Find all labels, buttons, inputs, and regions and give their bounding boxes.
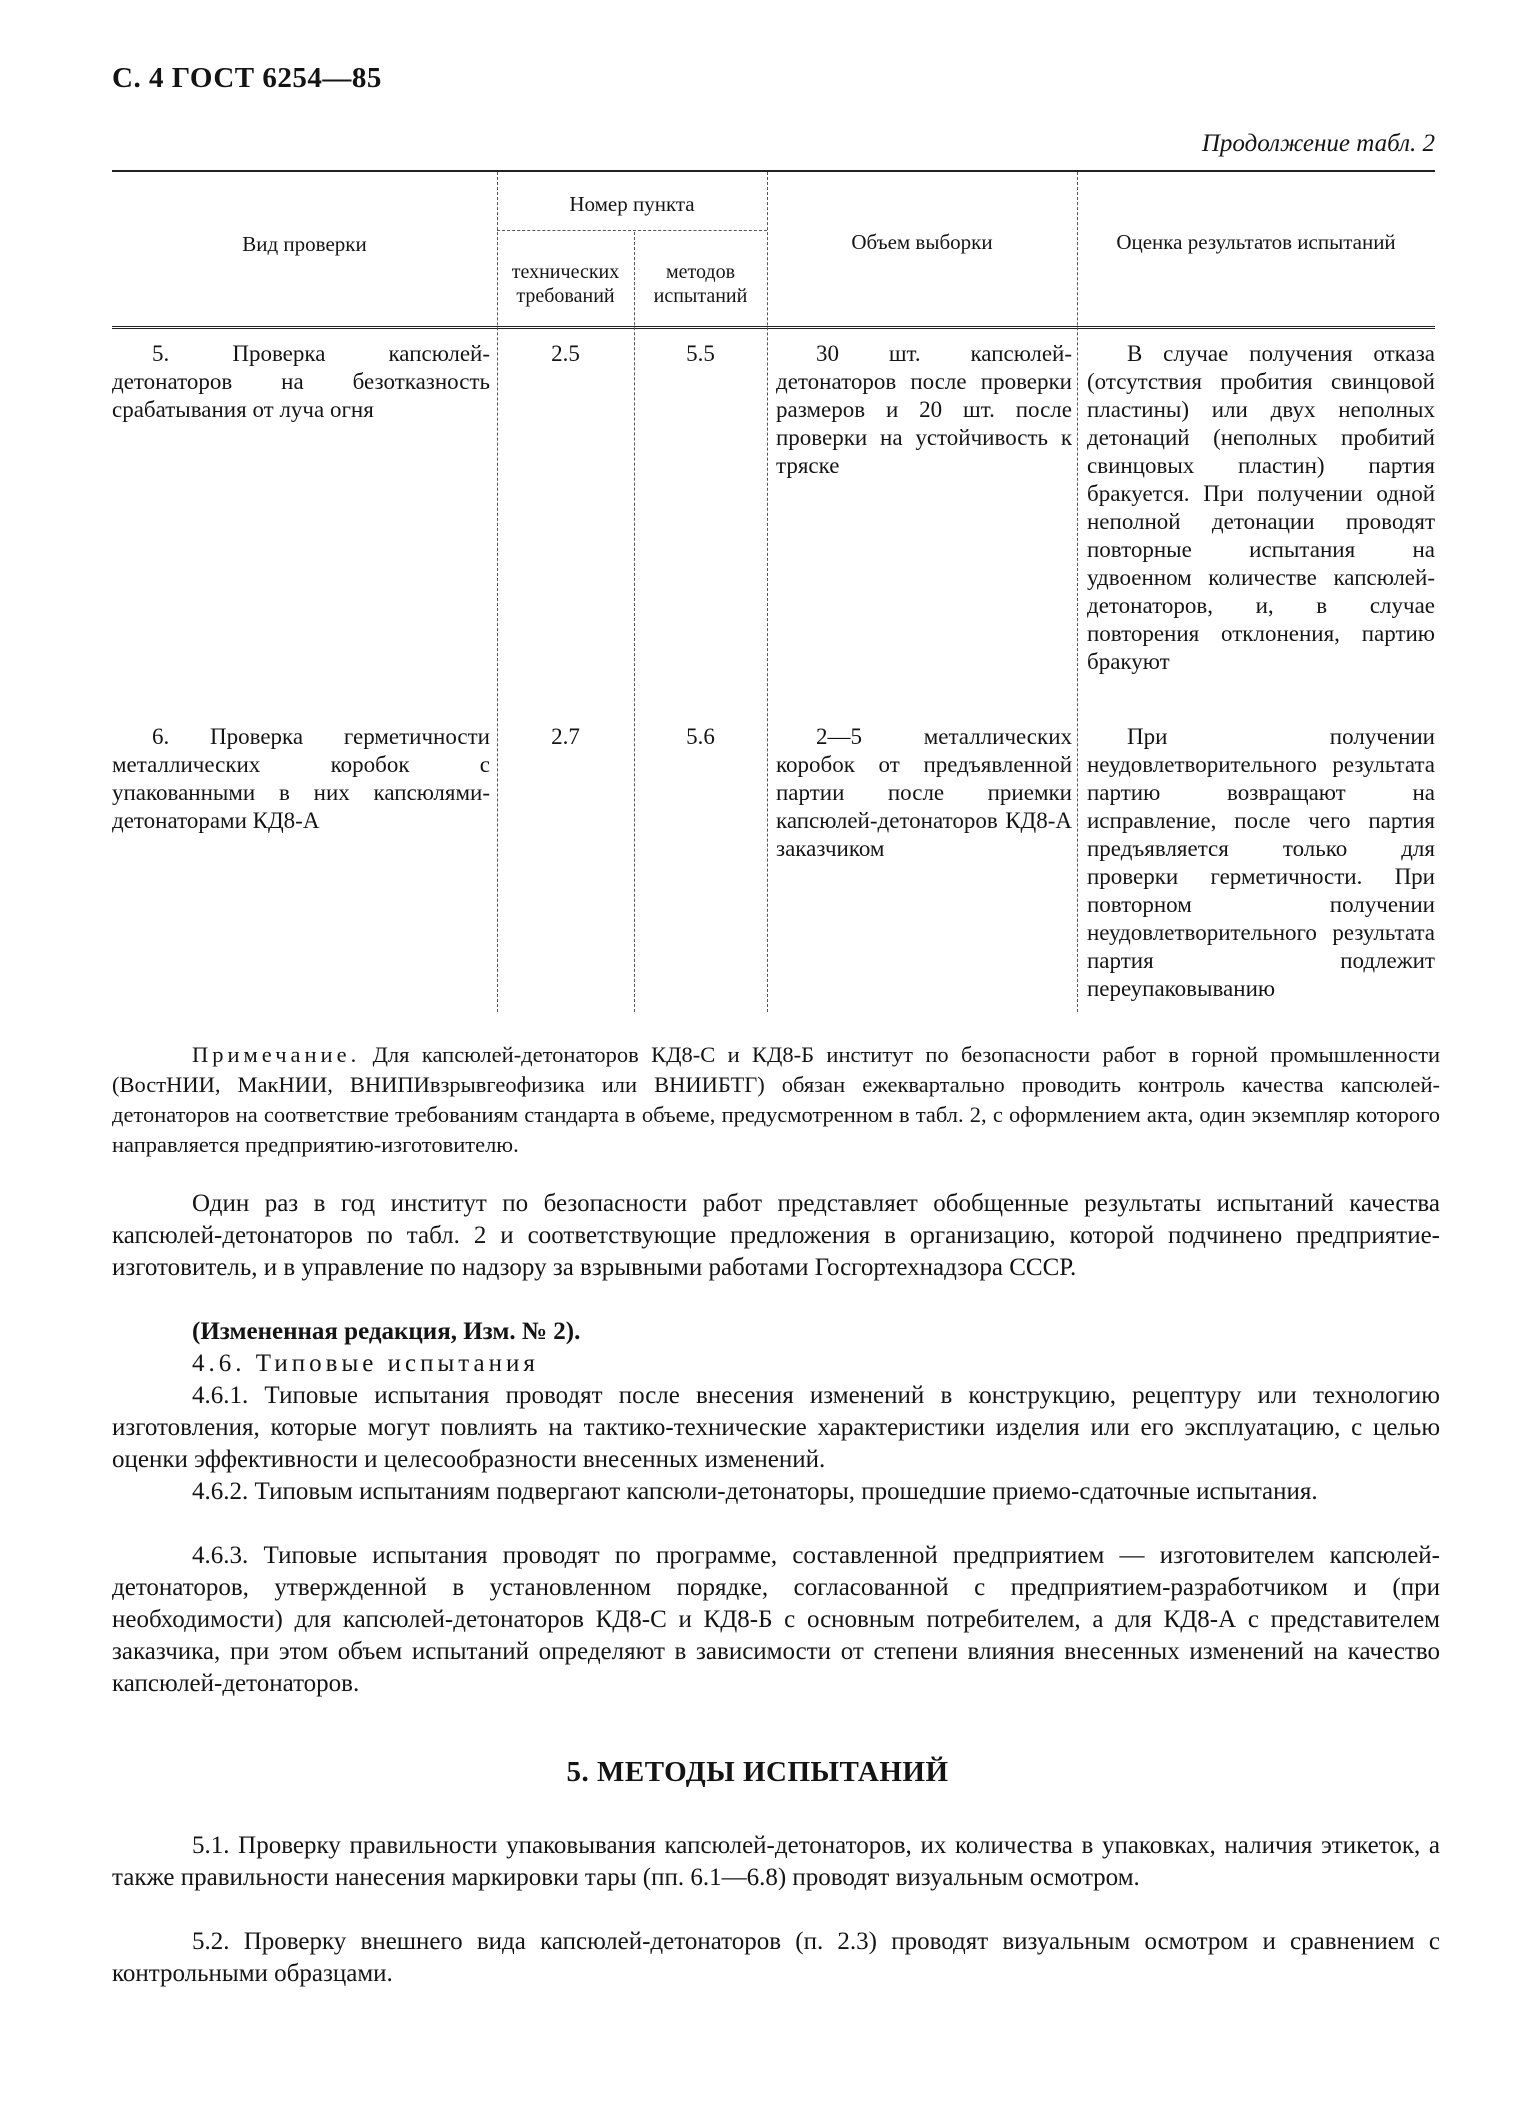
col-divider-3 — [767, 172, 768, 1012]
amended-note: (Измененная редакция, Изм. № 2). — [192, 1318, 581, 1345]
header-item-number: Номер пункта — [569, 192, 695, 216]
table-row-2-method: 5.6 — [686, 724, 715, 749]
table-header-rule — [112, 326, 1435, 329]
page-header: С. 4 ГОСТ 6254—85 — [112, 62, 382, 94]
table-row-2-sample: 2—5 металлических коробок от предъявленной партии после приемки капсюлей-детонаторов КД8-А заказчиком — [776, 724, 1072, 861]
table-row-1-evaluation: В случае получения отказа (отсутствия пробития свинцовой пластины) или двух неполных детонаций (неполных пробитий свинцовых пластин) партия бракуется. При получении одной неполной детонации проводят повторные испытания на удвоенном количестве капсюлей-детонаторов, и, в случае повторения отклонения, партию бракуют — [1087, 341, 1435, 674]
table-row-1-tech: 2.5 — [551, 341, 580, 366]
paragraph-5-2: 5.2. Проверку внешнего вида капсюлей-детонаторов (п. 2.3) проводят визуальным осмотром и сравнением с контрольными образцами. — [112, 1928, 1440, 1987]
paragraph-4-6-3: 4.6.3. Типовые испытания проводят по программе, составленной предприятием — изготовителем капсюлей-детонаторов, утвержденной в установленном порядке, согласованной с предприятием-разработчиком и (при необходимости) для капсюлей-детонаторов КД8-С и КД8-Б с основным потребителем, а для КД8-А с представителем заказчика, при этом объем испытаний определяют в зависимости от степени влияния внесенных изменений на качество капсюлей-детонаторов. — [112, 1542, 1440, 1697]
header-tech-req: технических требований — [511, 261, 620, 307]
test-table — [112, 168, 1435, 1013]
paragraph-5-1: 5.1. Проверку правильности упаковывания капсюлей-детонаторов, их количества в упаковках, наличия этикеток, а также правильности нанесения маркировки тары (пп. 6.1—6.8) проводят визуальным осмотром. — [112, 1832, 1440, 1891]
paragraph-4-6-1: 4.6.1. Типовые испытания проводят после внесения изменений в конструкцию, рецептуру или технологию изготовления, которые могут повлиять на тактико-технические характеристики изделия или его эксплуатацию, с целью оценки эффективности и целесообразности внесенных изменений. — [112, 1382, 1440, 1473]
table-row-2-tech: 2.7 — [551, 724, 580, 749]
header-evaluation: Оценка результатов испытаний — [1116, 230, 1396, 254]
table-row-2-evaluation: При получении неудовлетворительного результата партию возвращают на исправление, после чего партия предъявляется только для проверки герметичности. При повторном получении неудовлетворительного результата партия подлежит переупаковыванию — [1087, 724, 1435, 1001]
paragraph-annual-report: Один раз в год институт по безопасности работ представляет обобщенные результаты испытаний качества капсюлей-детонаторов по табл. 2 и соответствующие предложения в организацию, которой подчинено предприятие-изготовитель, и в управление по надзору за взрывными работами Госгортехнадзора СССР. — [112, 1190, 1440, 1281]
note-text: Для капсюлей-детонаторов КД8-С и КД8-Б институт по безопасности работ в горной промышленности (ВостНИИ, МакНИИ, ВНИПИвзрывгеофизика или ВНИИБТГ) обязан ежеквартально проводить контроль качества капсюлей-детонаторов на соответствие требованиям стандарта в объеме, предусмотренном в табл. 2, с оформлением акта, один экземпляр которого направляется предприятию-изготовителю. — [112, 1042, 1440, 1157]
table-row-1-check: 5. Проверка капсюлей-детонаторов на безотказность срабатывания от луча огня — [112, 341, 490, 422]
table-row-2-check: 6. Проверка герметичности металлических коробок с упакованными в них капсюлями-детонаторами КД8-А — [112, 724, 490, 833]
table-top-rule — [112, 170, 1435, 172]
header-test-methods: методов испытаний — [653, 261, 748, 307]
table-row-1-sample: 30 шт. капсюлей-детонаторов после проверки размеров и 20 шт. после проверки на устойчивость к тряске — [776, 341, 1072, 478]
table-continuation-label: Продолжение табл. 2 — [1201, 130, 1435, 157]
col-divider-4 — [1077, 172, 1078, 1012]
table-note — [112, 1040, 1440, 1160]
subheader-rule — [497, 230, 767, 231]
header-check-type: Вид проверки — [242, 232, 367, 256]
subsection-4-6-title: 4.6. Типовые испытания — [192, 1350, 539, 1377]
header-sample: Объем выборки — [851, 230, 993, 254]
section-5-title: 5. МЕТОДЫ ИСПЫТАНИЙ — [566, 1756, 949, 1788]
paragraph-4-6-2: 4.6.2. Типовым испытаниям подвергают капсюли-детонаторы, прошедшие приемо-сдаточные испытания. — [192, 1478, 1318, 1505]
table-row-1-method: 5.5 — [686, 341, 715, 366]
note-label: Примечание. — [192, 1042, 361, 1067]
